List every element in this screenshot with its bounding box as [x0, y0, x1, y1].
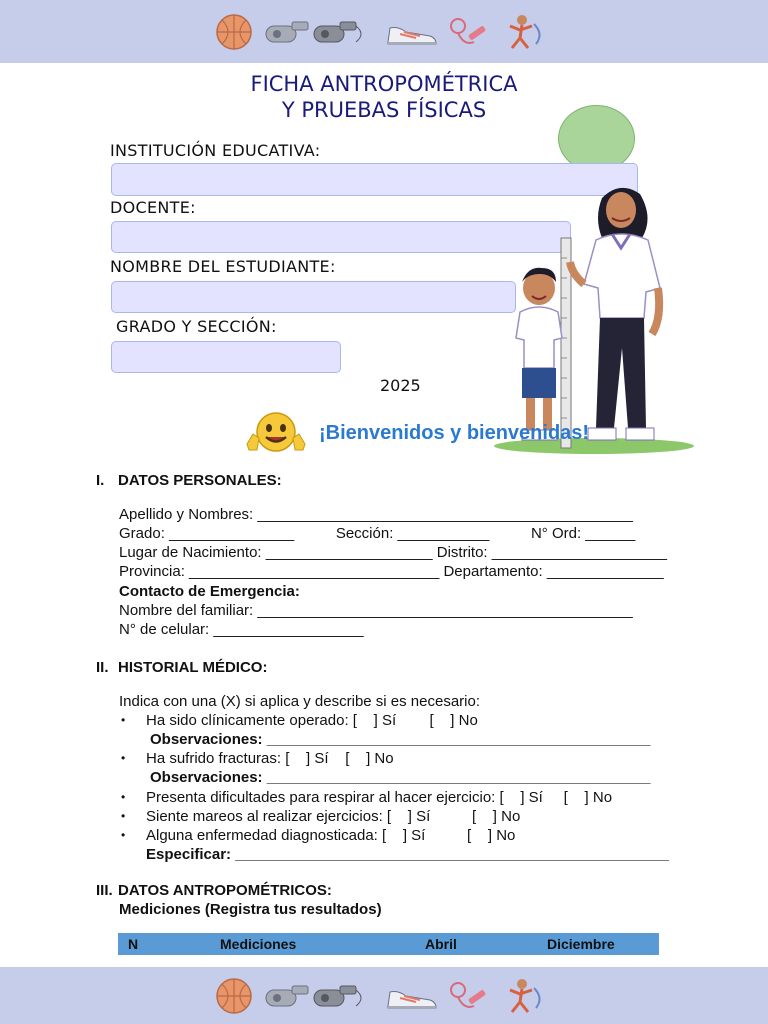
- measurements-subtitle: Mediciones (Registra tus resultados): [119, 901, 382, 918]
- header-band: [0, 0, 768, 63]
- teacher-label: DOCENTE:: [110, 198, 196, 217]
- bullet-icon: •: [121, 828, 126, 842]
- table-header-n: N: [128, 936, 139, 952]
- green-circle-decoration: [558, 105, 635, 172]
- jump-rope-dumbbell-icon: [451, 983, 486, 1007]
- whistle-icon: [314, 986, 361, 1006]
- sneaker-icon: [388, 27, 436, 45]
- student-name-field[interactable]: [111, 281, 516, 313]
- basketball-icon: [217, 979, 251, 1013]
- basketball-icon: [217, 15, 251, 49]
- observations-line-2: Observaciones: ______________________________________________: [150, 769, 651, 786]
- personal-line-province: Provincia: ______________________________ Departamento: ______________: [119, 563, 664, 580]
- emergency-contact-heading: Contacto de Emergencia:: [119, 583, 300, 600]
- smiley-thumbs-up-icon: [245, 410, 307, 456]
- personal-line-names: Apellido y Nombres: _____________________________________________: [119, 506, 633, 523]
- measurements-table-header: [118, 933, 659, 955]
- bullet-icon: •: [121, 751, 126, 765]
- medical-item-surgery: Ha sido clínicamente operado: [ ] Sí [ ] No: [146, 712, 478, 729]
- year-text: 2025: [380, 376, 421, 395]
- running-kid-icon: [510, 979, 540, 1012]
- observations-line-1: Observaciones: ______________________________________________: [150, 731, 651, 748]
- table-header-december: Diciembre: [547, 936, 615, 952]
- title-line-2: Y PRUEBAS FÍSICAS: [281, 98, 487, 122]
- personal-line-relative: Nombre del familiar: _____________________________________________: [119, 602, 633, 619]
- student-name-label: NOMBRE DEL ESTUDIANTE:: [110, 257, 336, 276]
- whistle-icon: [266, 986, 308, 1006]
- footer-band: [0, 967, 768, 1024]
- medical-item-fractures: Ha sufrido fracturas: [ ] Sí [ ] No: [146, 750, 394, 767]
- section-medical-history-heading: II. HISTORIAL MÉDICO:: [96, 659, 268, 676]
- teacher-figure: [570, 188, 660, 440]
- section-anthropometric-heading: III. DATOS ANTROPOMÉTRICOS:: [96, 882, 332, 899]
- grade-section-label: GRADO Y SECCIÓN:: [116, 317, 277, 336]
- personal-line-grade: Grado: _______________ Sección: ___________ N° Ord: ______: [119, 525, 636, 542]
- running-kid-icon: [510, 15, 540, 48]
- bullet-icon: •: [121, 809, 126, 823]
- specify-line: Especificar: ____________________________________________________: [146, 846, 670, 863]
- sports-icons-strip: [214, 10, 554, 54]
- section-personal-data-heading: I. DATOS PERSONALES:: [96, 472, 282, 489]
- bullet-icon: •: [121, 790, 126, 804]
- jump-rope-dumbbell-icon: [451, 19, 486, 43]
- welcome-banner: [245, 410, 589, 456]
- institution-label: INSTITUCIÓN EDUCATIVA:: [110, 141, 321, 160]
- personal-line-birthplace: Lugar de Nacimiento: ____________________ Distrito: _____________________: [119, 544, 667, 561]
- page-title: [0, 71, 768, 123]
- title-line-1: FICHA ANTROPOMÉTRICA: [250, 72, 518, 96]
- medical-item-breathing: Presenta dificultades para respirar al hacer ejercicio: [ ] Sí [ ] No: [146, 789, 613, 806]
- whistle-icon: [266, 22, 308, 42]
- table-header-measurements: Mediciones: [220, 936, 297, 952]
- table-header-april: Abril: [425, 936, 457, 952]
- sneaker-icon: [388, 991, 436, 1009]
- welcome-text: ¡Bienvenidos y bienvenidas!: [319, 421, 590, 444]
- medical-intro: Indica con una (X) si aplica y describe si es necesario:: [119, 693, 481, 710]
- medical-item-disease: Alguna enfermedad diagnosticada: [ ] Sí [ ] No: [146, 827, 516, 844]
- personal-line-phone: N° de celular: __________________: [119, 621, 364, 638]
- medical-item-dizziness: Siente mareos al realizar ejercicios: [ ] Sí [ ] No: [146, 808, 521, 825]
- grade-section-field[interactable]: [111, 341, 341, 373]
- bullet-icon: •: [121, 713, 126, 727]
- sports-icons-strip-footer: [214, 974, 554, 1018]
- whistle-icon: [314, 22, 361, 42]
